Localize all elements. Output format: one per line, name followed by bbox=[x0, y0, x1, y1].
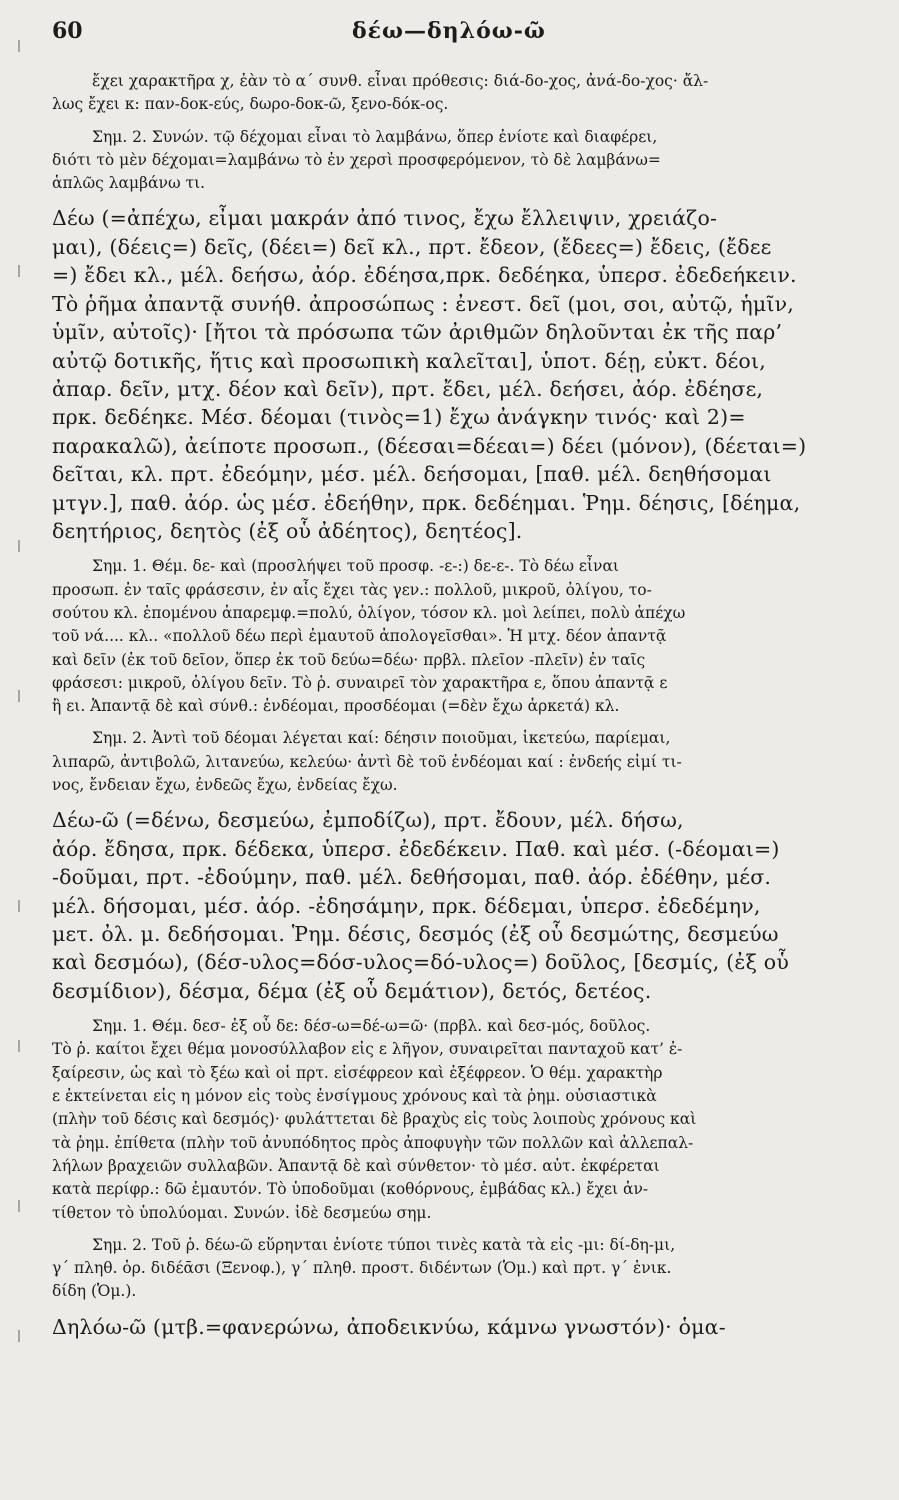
text-line: προσωπ. ἐν ταῖς φράσεσιν, ἐν αἷς ἔχει τὰς γεν.: πολλοῦ, μικροῦ, ὀλίγου, το- bbox=[52, 580, 652, 599]
text-line: πρκ. δεδέηκε. Μέσ. δέομαι (τινὸς=1) ἔχω ἀνάγκην τινός· καὶ 2)= bbox=[52, 405, 746, 430]
text-line: τὰ ῥημ. ἐπίθετα (πλὴν τοῦ ἀνυπόδητος πρὸς ἀποφυγὴν τῶν πολλῶν καὶ ἀλλεπαλ- bbox=[52, 1133, 694, 1152]
text-line: δεητήριος, δεητὸς (ἐξ οὗ ἀδέητος), δεητέος]. bbox=[52, 518, 523, 543]
text-line: Σημ. 1. Θέμ. δεσ- ἐξ οὗ δε: δέσ-ω=δέ-ω=ῶ· (πρβλ. καὶ δεσ-μός, δοῦλος. bbox=[92, 1017, 651, 1036]
text-line: φράσεσι: μικροῦ, ὀλίγου δεῖν. Τὸ ῥ. συναιρεῖ τὸν χαρακτῆρα ε, ὅπου ἀπαντᾷ ε bbox=[52, 673, 668, 692]
text-line: μέλ. δήσομαι, μέσ. ἀόρ. -ἐδησάμην, πρκ. δέδεμαι, ὑπερσ. ἐδεδέμην, bbox=[52, 893, 761, 918]
text-line: ἁπλῶς λαμβάνω τι. bbox=[52, 174, 206, 193]
text-line: Σημ. 2. Συνών. τῷ δέχομαι εἶναι τὸ λαμβάνω, ὅπερ ἐνίοτε καὶ διαφέρει, bbox=[92, 127, 658, 146]
text-line: ξαίρεσιν, ὡς καὶ τὸ ξέω καὶ οἱ πρτ. εἰσέφρεον καὶ ἐξέφρεον. Ὁ θέμ. χαρακτὴρ bbox=[52, 1063, 663, 1082]
note-paragraph bbox=[52, 1015, 851, 1225]
text-line: ἢ ει. Ἀπαντᾷ δὲ καὶ σύνθ.: ἐνδέομαι, προσδέομαι (=δὲν ἔχω ἀρκετά) κλ. bbox=[52, 697, 620, 716]
text-line: λήλων βραχειῶν συλλαβῶν. Ἀπαντᾷ δὲ καὶ σύνθετον· τὸ μέσ. αὐτ. ἐκφέρεται bbox=[52, 1156, 660, 1175]
entry-paragraph bbox=[52, 806, 851, 1005]
text-line: μαι), (δέεις=) δεῖς, (δέει=) δεῖ κλ., πρτ. ἔδεον, (ἔδεες=) ἔδεις, (ἔδεε bbox=[52, 234, 772, 259]
text-line: δίδη (Ὁμ.). bbox=[52, 1282, 137, 1301]
text-line: δεσμίδιον), δέσμα, δέμα (ἐξ οὗ δεμάτιον), δετός, δετέος. bbox=[52, 978, 652, 1003]
text-line: Δέω-ῶ (=δένω, δεσμεύω, ἐμποδίζω), πρτ. ἔδουν, μέλ. δήσω, bbox=[52, 808, 684, 833]
text-line: Τὸ ῥῆμα ἀπαντᾷ συνήθ. ἀπροσώπως : ἐνεστ. δεῖ (μοι, σοι, αὐτῷ, ἡμῖν, bbox=[52, 291, 795, 316]
text-line: -δοῦμαι, πρτ. -ἐδούμην, παθ. μέλ. δεθήσομαι, παθ. ἀόρ. ἐδέθην, μέσ. bbox=[52, 865, 772, 890]
text-line: Σημ. 2. Τοῦ ῥ. δέω-ῶ εὕρηνται ἐνίοτε τύποι τινὲς κατὰ τὰ εἰς -μι: δί-δη-μι, bbox=[92, 1235, 676, 1254]
text-line: Σημ. 2. Ἀντὶ τοῦ δέομαι λέγεται καί: δέησιν ποιοῦμαι, ἱκετεύω, παρίεμαι, bbox=[92, 729, 671, 748]
text-line: τίθετον τὸ ὑπολύομαι. Συνών. ἰδὲ δεσμεύω σημ. bbox=[52, 1203, 432, 1222]
text-line: γ΄ πληθ. ὁρ. διδέᾱσι (Ξενοφ.), γ΄ πληθ. προστ. διδέντων (Ὁμ.) καὶ πρτ. γ΄ ἑνικ. bbox=[52, 1259, 672, 1278]
text-line: μτγν.], παθ. ἀόρ. ὡς μέσ. ἐδεήθην, πρκ. δεδέημαι. Ῥημ. δέησις, [δέημα, bbox=[52, 490, 801, 515]
text-line: καὶ δεῖν (ἐκ τοῦ δεῖον, ὅπερ ἐκ τοῦ δεύω=δέω· πρβλ. πλεῖον -πλεῖν) ἐν ταῖς bbox=[52, 650, 646, 669]
text-line: τοῦ νά.... κλ.. «πολλοῦ δέω περὶ ἐμαυτοῦ ἀπολογεῖσθαι». Ἡ μτχ. δέον ἀπαντᾷ bbox=[52, 627, 667, 646]
note-paragraph bbox=[52, 70, 851, 117]
note-paragraph bbox=[52, 555, 851, 718]
page-content bbox=[52, 70, 851, 1341]
text-line: παρακαλῶ), ἀείποτε προσωπ., (δέεσαι=δέεαι=) δέει (μόνον), (δέεται=) bbox=[52, 433, 807, 458]
text-line: ἔχει χαρακτῆρα χ, ἐὰν τὸ α΄ συνθ. εἶναι πρόθεσις: διά-δο-χος, ἀνά-δο-χος· ἄλ- bbox=[92, 72, 709, 90]
text-line: ἀπαρ. δεῖν, μτχ. δέον καὶ δεῖν), πρτ. ἔδει, μέλ. δεήσει, ἀόρ. ἐδέησε, bbox=[52, 376, 764, 401]
text-line: διότι τὸ μὲν δέχομαι=λαμβάνω τὸ ἐν χερσὶ προσφερόμενον, τὸ δὲ λαμβάνω= bbox=[52, 150, 661, 169]
running-head: δέω—δηλόω-ῶ bbox=[352, 18, 546, 44]
text-line: νος, ἔνδειαν ἔχω, ἐνδεῶς ἔχω, ἐνδείας ἔχω. bbox=[52, 776, 398, 795]
page-number: 60 bbox=[52, 18, 83, 44]
note-paragraph bbox=[52, 727, 851, 797]
text-line: σούτου κλ. ἑπομένου ἀπαρεμφ.=πολύ, ὀλίγον, τόσον κλ. μοὶ λείπει, πολὺ ἀπέχω bbox=[52, 603, 686, 622]
text-line: Σημ. 1. Θέμ. δε- καὶ (προσλήψει τοῦ προσφ. -ε-:) δε-ε-. Τὸ δέω εἶναι bbox=[92, 557, 619, 576]
text-line: =) ἔδει κλ., μέλ. δεήσω, ἀόρ. ἐδέησα,πρκ. δεδέηκα, ὑπερσ. ἐδεδεήκειν. bbox=[52, 263, 797, 288]
text-line: Δηλόω-ῶ (μτβ.=φανερώνω, ἀποδεικνύω, κάμνω γνωστόν)· ὁμα- bbox=[52, 1314, 726, 1339]
text-line: λιπαρῶ, ἀντιβολῶ, λιτανεύω, κελεύω· ἀντὶ δὲ τοῦ ἐνδέομαι καί : ἐνδεής εἰμί τι- bbox=[52, 752, 682, 771]
text-line: αὐτῷ δοτικῆς, ἥτις καὶ προσωπικὴ καλεῖται], ὑποτ. δέῃ, εὐκτ. δέοι, bbox=[52, 348, 766, 373]
text-line: μετ. ὀλ. μ. δεδήσομαι. Ῥημ. δέσις, δεσμός (ἐξ οὗ δεσμώτης, δεσμεύω bbox=[52, 921, 779, 946]
margin-marks bbox=[18, 0, 26, 1500]
text-line: ε ἐκτείνεται εἰς η μόνον εἰς τοὺς ἐνσίγμους χρόνους καὶ τὰ ῥημ. οὐσιαστικὰ bbox=[52, 1087, 657, 1106]
note-paragraph bbox=[52, 126, 851, 196]
text-line: ἀόρ. ἔδησα, πρκ. δέδεκα, ὑπερσ. ἐδεδέκειν. Παθ. καὶ μέσ. (-δέομαι=) bbox=[52, 836, 780, 861]
text-line: Τὸ ῥ. καίτοι ἔχει θέμα μονοσύλλαβον εἰς ε λῆγον, συναιρεῖται πανταχοῦ κατ’ ἐ- bbox=[52, 1040, 683, 1059]
text-line: (πλὴν τοῦ δέσις καὶ δεσμός)· φυλάττεται δὲ βραχὺς εἰς τοὺς λοιποὺς χρόνους καὶ bbox=[52, 1110, 697, 1129]
page-header bbox=[52, 18, 851, 70]
note-paragraph bbox=[52, 1234, 851, 1304]
entry-paragraph bbox=[52, 1313, 851, 1341]
text-line: κατὰ περίφρ.: δῶ ἐμαυτόν. Τὸ ὑποδοῦμαι (κοθόρνους, ἐμβάδας κλ.) ἔχει ἀν- bbox=[52, 1180, 649, 1199]
text-line: Δέω (=ἀπέχω, εἶμαι μακράν ἀπό τινος, ἔχω ἔλλειψιν, χρειάζο- bbox=[52, 206, 718, 231]
text-line: καὶ δεσμόω), (δέσ-υλος=δόσ-υλος=δό-υλος=) δοῦλος, [δεσμίς, (ἐξ οὗ bbox=[52, 950, 789, 975]
text-line: δεῖται, κλ. πρτ. ἐδεόμην, μέσ. μέλ. δεήσομαι, [παθ. μέλ. δεηθήσομαι bbox=[52, 462, 772, 487]
entry-paragraph bbox=[52, 204, 851, 545]
text-line: λως ἔχει κ: παν-δοκ-εύς, δωρο-δοκ-ῶ, ξενο-δόκ-ος. bbox=[52, 95, 449, 114]
text-line: ὑμῖν, αὐτοῖς)· [ἤτοι τὰ πρόσωπα τῶν ἀριθμῶν δηλοῦνται ἐκ τῆς παρ’ bbox=[52, 320, 783, 345]
